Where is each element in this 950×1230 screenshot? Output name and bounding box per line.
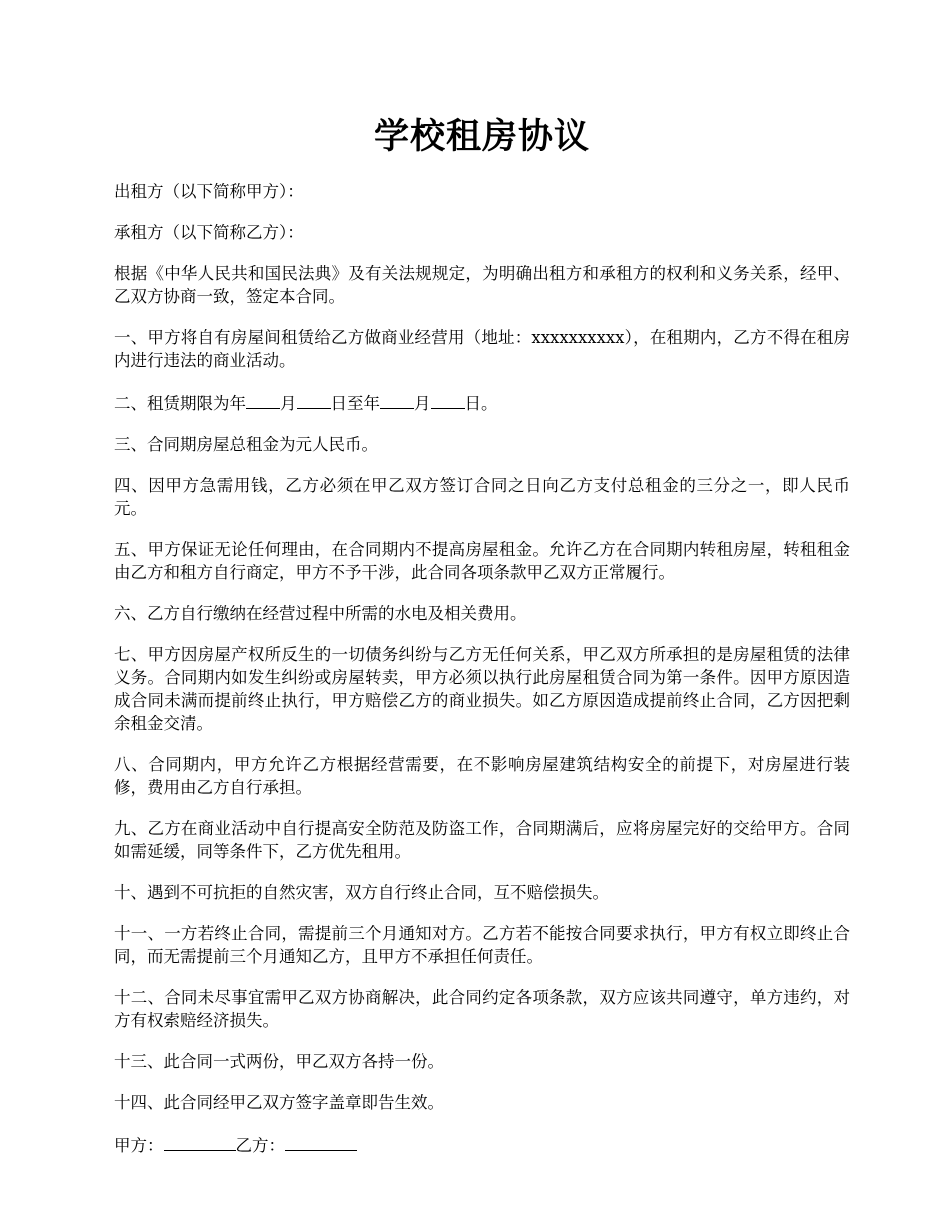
lessee-line: 承租方（以下简称乙方）：: [114, 223, 304, 242]
clause-2-part2: 月: [280, 394, 297, 413]
blank-field: [297, 390, 331, 409]
blank-field: [431, 390, 465, 409]
clause-11: 十一、一方若终止合同，需提前三个月通知对方。乙方若不能按合同要求执行，甲方有权立即终止合同，而无需提前三个月通知乙方，且甲方不承担任何责任。: [114, 924, 850, 966]
clause-13: 十三、此合同一式两份，甲乙双方各持一份。: [114, 1052, 444, 1071]
lessor-line: 出租方（以下简称甲方）：: [114, 182, 304, 201]
clause-9: 九、乙方在商业活动中自行提高安全防范及防盗工作，合同期满后，应将房屋完好的交给甲方。合同如需延缓，同等条件下，乙方优先租用。: [114, 819, 850, 861]
document-body: [114, 180, 850, 1175]
party-a-label: 甲方：: [114, 1136, 164, 1155]
blank-field: [246, 390, 280, 409]
clause-2-part1: 二、租赁期限为年: [114, 394, 246, 413]
clause-2-part5: 日。: [464, 394, 498, 413]
clause-14: 十四、此合同经甲乙双方签字盖章即告生效。: [114, 1093, 444, 1112]
clause-2: [114, 390, 850, 415]
blank-field: [380, 390, 414, 409]
clause-2-part3: 日至年: [330, 394, 380, 413]
clause-1: 一、甲方将自有房屋间租赁给乙方做商业经营用（地址：xxxxxxxxxx），在租期内，乙方不得在租房内进行违法的商业活动。: [114, 328, 850, 370]
signature-row: [114, 1132, 850, 1157]
clause-5: 五、甲方保证无论任何理由，在合同期内不提高房屋租金。允许乙方在合同期内转租房屋，转租租金由乙方和租方自行商定，甲方不予干涉，此合同各项条款甲乙双方正常履行。: [114, 540, 850, 582]
clause-8: 八、合同期内，甲方允许乙方根据经营需要，在不影响房屋建筑结构安全的前提下，对房屋进行装修，费用由乙方自行承担。: [114, 755, 850, 797]
clause-3: 三、合同期房屋总租金为元人民币。: [114, 435, 378, 454]
clause-6: 六、乙方自行缴纳在经营过程中所需的水电及相关费用。: [114, 604, 527, 623]
clause-4: 四、因甲方急需用钱，乙方必须在甲乙双方签订合同之日向乙方支付总租金的三分之一，即人民币元。: [114, 476, 850, 518]
party-a-signature-blank: [164, 1132, 236, 1151]
clause-7: 七、甲方因房屋产权所反生的一切债务纠纷与乙方无任何关系，甲乙双方所承担的是房屋租赁的法律义务。合同期内如发生纠纷或房屋转卖，甲方必须以执行此房屋租赁合同为第一条件。因甲方原因造成合同未满而提前终止执行，甲方赔偿乙方的商业损失。如乙方原因造成提前终止合同，乙方因把剩余租金交清。: [114, 645, 850, 733]
document-title: 学校租房协议: [373, 116, 590, 157]
party-b-label: 乙方：: [235, 1136, 285, 1155]
clause-2-part4: 月: [414, 394, 431, 413]
party-b-signature-blank: [285, 1132, 357, 1151]
clause-10: 十、遇到不可抗拒的自然灾害，双方自行终止合同，互不赔偿损失。: [114, 883, 609, 902]
preamble: 根据《中华人民共和国民法典》及有关法规规定，为明确出租方和承租方的权利和义务关系，经甲、乙双方协商一致，签定本合同。: [114, 264, 850, 306]
clause-12: 十二、合同未尽事宜需甲乙双方协商解决，此合同约定各项条款，双方应该共同遵守，单方违约，对方有权索赔经济损失。: [114, 988, 850, 1030]
